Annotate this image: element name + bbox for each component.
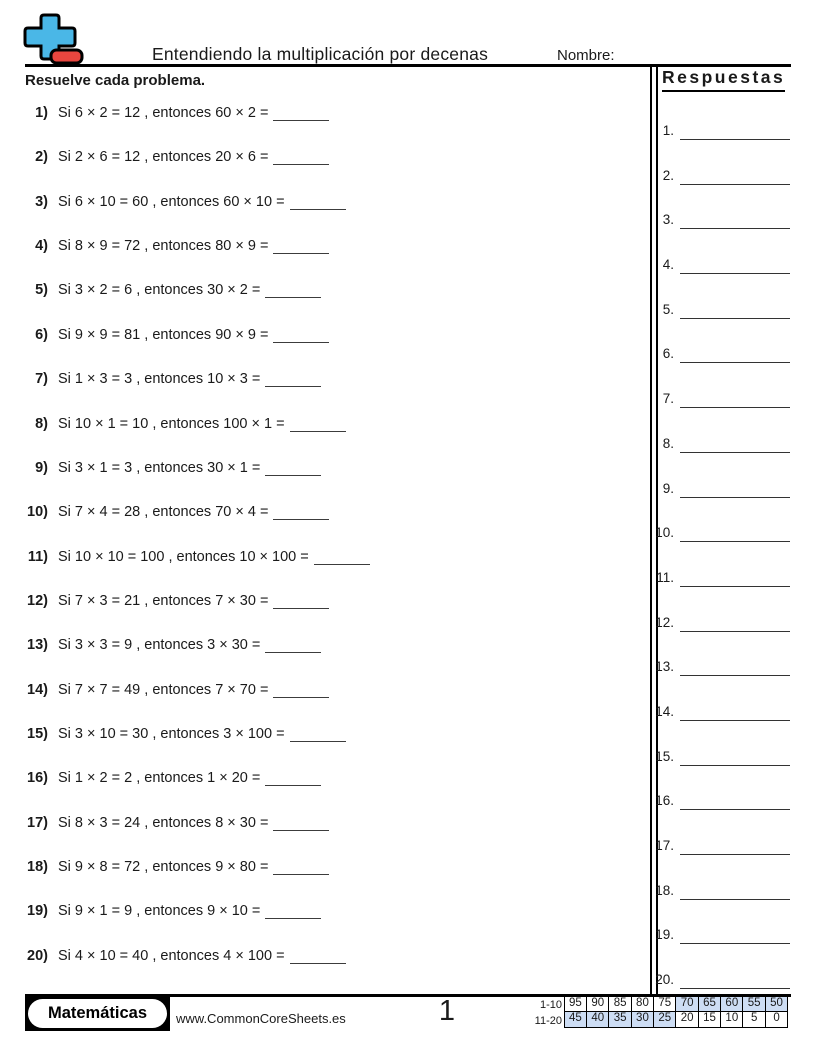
website-text: www.CommonCoreSheets.es: [176, 1011, 346, 1026]
problem-number: 19): [27, 903, 48, 920]
problem-number: 4): [35, 238, 48, 255]
score-cell: 20: [675, 1011, 699, 1028]
problem-number: 6): [35, 326, 48, 343]
problem-answer-blank[interactable]: [314, 548, 370, 565]
answer-row: [646, 838, 791, 883]
problem-answer-blank[interactable]: [273, 237, 329, 254]
answer-row: [646, 302, 791, 347]
answer-blank-line[interactable]: [680, 570, 790, 587]
problem-answer-blank[interactable]: [273, 148, 329, 165]
score-cell: 45: [564, 1011, 588, 1028]
answer-blank-line[interactable]: [680, 168, 790, 185]
problem-answer-blank[interactable]: [265, 370, 321, 387]
answer-number: 4.: [662, 257, 674, 273]
problem-number: 13): [27, 637, 48, 654]
brand-badge: [25, 996, 170, 1031]
score-cell: 15: [698, 1011, 722, 1028]
answer-blank-line[interactable]: [680, 481, 790, 498]
score-cell: 95: [564, 996, 588, 1013]
answer-number: 9.: [662, 480, 674, 496]
problem-text: Si 9 × 8 = 72 , entonces 9 × 80 =: [58, 859, 269, 876]
problem-row: [15, 725, 635, 769]
problem-row: [15, 370, 635, 414]
problem-number: 8): [35, 415, 48, 432]
problem-answer-blank[interactable]: [265, 769, 321, 786]
score-cell: 60: [720, 996, 744, 1013]
problem-number: 17): [27, 814, 48, 831]
answer-number: 20.: [655, 972, 674, 988]
problem-text: Si 10 × 1 = 10 , entonces 100 × 1 =: [58, 415, 285, 432]
problem-row: [15, 858, 635, 902]
answer-number: 3.: [662, 212, 674, 228]
score-cell: 50: [765, 996, 789, 1013]
answer-number: 6.: [662, 346, 674, 362]
answer-row: [646, 525, 791, 570]
problem-number: 9): [35, 459, 48, 476]
answer-blank-line[interactable]: [680, 659, 790, 676]
problem-text: Si 1 × 3 = 3 , entonces 10 × 3 =: [58, 371, 261, 388]
problem-text: Si 3 × 10 = 30 , entonces 3 × 100 =: [58, 726, 285, 743]
problem-text: Si 2 × 6 = 12 , entonces 20 × 6 =: [58, 149, 269, 166]
problem-number: 11): [27, 548, 48, 565]
answer-row: [646, 615, 791, 660]
answer-blank-line[interactable]: [680, 525, 790, 542]
problem-answer-blank[interactable]: [273, 858, 329, 875]
problem-text: Si 6 × 10 = 60 , entonces 60 × 10 =: [58, 193, 285, 210]
score-cell: 70: [675, 996, 699, 1013]
problem-number: 7): [35, 371, 48, 388]
answer-blank-line[interactable]: [680, 927, 790, 944]
problem-number: 1): [35, 105, 48, 121]
problem-answer-blank[interactable]: [290, 947, 346, 964]
score-table: [565, 996, 788, 1028]
problem-number: 3): [35, 193, 48, 210]
answer-row: [646, 570, 791, 615]
answer-number: 10.: [655, 525, 674, 541]
problem-row: [15, 193, 635, 237]
problem-answer-blank[interactable]: [290, 415, 346, 432]
answer-row: [646, 212, 791, 257]
answer-row: [646, 391, 791, 436]
problem-number: 18): [27, 859, 48, 876]
problem-row: [15, 326, 635, 370]
problem-answer-blank[interactable]: [273, 592, 329, 609]
answer-number: 18.: [655, 882, 674, 898]
problem-row: [15, 237, 635, 281]
problem-row: [15, 548, 635, 592]
problem-text: Si 10 × 10 = 100 , entonces 10 × 100 =: [58, 548, 309, 565]
answer-row: [646, 659, 791, 704]
answer-blank-line[interactable]: [680, 257, 790, 274]
problem-row: [15, 681, 635, 725]
answer-row: [646, 927, 791, 972]
score-table-row: [565, 1011, 788, 1028]
score-cell: 40: [586, 1011, 610, 1028]
score-range-row1: 1-10: [539, 999, 562, 1011]
score-cell: 85: [608, 996, 632, 1013]
problem-row: [15, 503, 635, 547]
problem-text: Si 3 × 2 = 6 , entonces 30 × 2 =: [58, 282, 261, 299]
answer-number: 7.: [662, 391, 674, 407]
answer-row: [646, 123, 791, 168]
name-label: Nombre:: [557, 47, 615, 64]
answer-row: [646, 436, 791, 481]
answer-row: [646, 883, 791, 928]
problem-number: 14): [27, 681, 48, 698]
brand-name: Matemáticas: [28, 999, 167, 1028]
score-cell: 25: [653, 1011, 677, 1028]
answer-row: [646, 346, 791, 391]
answer-blank-line[interactable]: [680, 212, 790, 229]
score-cell: 0: [765, 1011, 789, 1028]
problem-row: [15, 769, 635, 813]
score-range-row2: 11-20: [534, 1015, 562, 1027]
score-cell: 55: [742, 996, 766, 1013]
answer-blank-line[interactable]: [680, 838, 790, 855]
problem-text: Si 8 × 3 = 24 , entonces 8 × 30 =: [58, 814, 269, 831]
score-cell: 10: [720, 1011, 744, 1028]
answer-number: 2.: [662, 167, 674, 183]
problem-text: Si 7 × 7 = 49 , entonces 7 × 70 =: [58, 681, 269, 698]
answer-number: 8.: [662, 435, 674, 451]
problem-number: 12): [27, 592, 48, 609]
answer-number: 11.: [656, 569, 674, 585]
problem-answer-blank[interactable]: [273, 326, 329, 343]
answer-blank-line[interactable]: [680, 302, 790, 319]
problems-list: [15, 104, 635, 991]
problem-number: 16): [27, 770, 48, 787]
problem-answer-blank[interactable]: [273, 681, 329, 698]
answers-list: [646, 123, 791, 1017]
page-number: 1: [438, 995, 456, 1027]
answer-blank-line[interactable]: [680, 883, 790, 900]
answer-blank-line[interactable]: [680, 615, 790, 632]
problem-row: [15, 902, 635, 946]
problem-answer-blank[interactable]: [290, 193, 346, 210]
page-title: Entendiendo la multiplicación por decenas: [151, 44, 489, 64]
answer-row: [646, 257, 791, 302]
answer-blank-line[interactable]: [680, 436, 790, 453]
problem-row: [15, 592, 635, 636]
problem-row: [15, 415, 635, 459]
answer-row: [646, 168, 791, 213]
problem-number: 15): [27, 726, 48, 743]
problem-row: [15, 947, 635, 991]
problem-answer-blank[interactable]: [273, 814, 329, 831]
score-cell: 5: [742, 1011, 766, 1028]
answer-blank-line[interactable]: [680, 749, 790, 766]
answer-row: [646, 481, 791, 526]
problem-number: 2): [35, 149, 48, 166]
answer-row: [646, 793, 791, 838]
problem-answer-blank[interactable]: [290, 725, 346, 742]
score-cell: 80: [631, 996, 655, 1013]
answer-blank-line[interactable]: [680, 346, 790, 363]
problem-text: Si 9 × 9 = 81 , entonces 90 × 9 =: [58, 326, 269, 343]
score-cell: 35: [608, 1011, 632, 1028]
answer-blank-line[interactable]: [680, 972, 790, 989]
problem-row: [15, 636, 635, 680]
answer-number: 1.: [662, 123, 674, 138]
answer-number: 13.: [655, 659, 674, 675]
problem-text: Si 4 × 10 = 40 , entonces 4 × 100 =: [58, 947, 285, 964]
problem-row: [15, 281, 635, 325]
problem-answer-blank[interactable]: [273, 104, 329, 121]
answers-title: Respuestas: [662, 67, 785, 92]
problem-text: Si 1 × 2 = 2 , entonces 1 × 20 =: [58, 770, 261, 787]
answer-blank-line[interactable]: [680, 391, 790, 408]
problem-answer-blank[interactable]: [265, 902, 321, 919]
problem-answer-blank[interactable]: [265, 459, 321, 476]
answer-number: 17.: [655, 838, 674, 853]
score-cell: 90: [586, 996, 610, 1013]
problem-text: Si 9 × 1 = 9 , entonces 9 × 10 =: [58, 903, 261, 920]
answer-number: 14.: [655, 703, 674, 719]
problem-answer-blank[interactable]: [273, 503, 329, 520]
score-cell: 30: [631, 1011, 655, 1028]
problem-answer-blank[interactable]: [265, 636, 321, 653]
problem-row: [15, 814, 635, 858]
plus-minus-logo-icon: [23, 13, 85, 71]
answer-number: 16.: [655, 793, 674, 809]
problem-text: Si 7 × 3 = 21 , entonces 7 × 30 =: [58, 592, 269, 609]
problem-text: Si 3 × 1 = 3 , entonces 30 × 1 =: [58, 459, 261, 476]
answer-blank-line[interactable]: [680, 793, 790, 810]
answer-row: [646, 704, 791, 749]
problem-row: [15, 459, 635, 503]
problem-text: Si 3 × 3 = 9 , entonces 3 × 30 =: [58, 637, 261, 654]
problem-row: [15, 104, 635, 148]
answer-number: 12.: [655, 614, 674, 630]
answer-number: 15.: [655, 748, 674, 764]
score-range-labels: [502, 997, 562, 1029]
problem-number: 5): [35, 282, 48, 299]
score-cell: 75: [653, 996, 677, 1013]
answer-blank-line[interactable]: [680, 123, 790, 140]
problem-text: Si 8 × 9 = 72 , entonces 80 × 9 =: [58, 238, 269, 255]
answer-blank-line[interactable]: [680, 704, 790, 721]
problem-number: 20): [27, 947, 48, 964]
problem-text: Si 7 × 4 = 28 , entonces 70 × 4 =: [58, 504, 269, 521]
answer-number: 5.: [662, 301, 674, 317]
problem-number: 10): [27, 504, 48, 521]
answer-number: 19.: [655, 927, 674, 943]
problem-row: [15, 148, 635, 192]
instruction-text: Resuelve cada problema.: [25, 72, 206, 89]
problem-text: Si 6 × 2 = 12 , entonces 60 × 2 =: [58, 105, 269, 121]
score-cell: 65: [698, 996, 722, 1013]
answer-row: [646, 749, 791, 794]
problem-answer-blank[interactable]: [265, 281, 321, 298]
